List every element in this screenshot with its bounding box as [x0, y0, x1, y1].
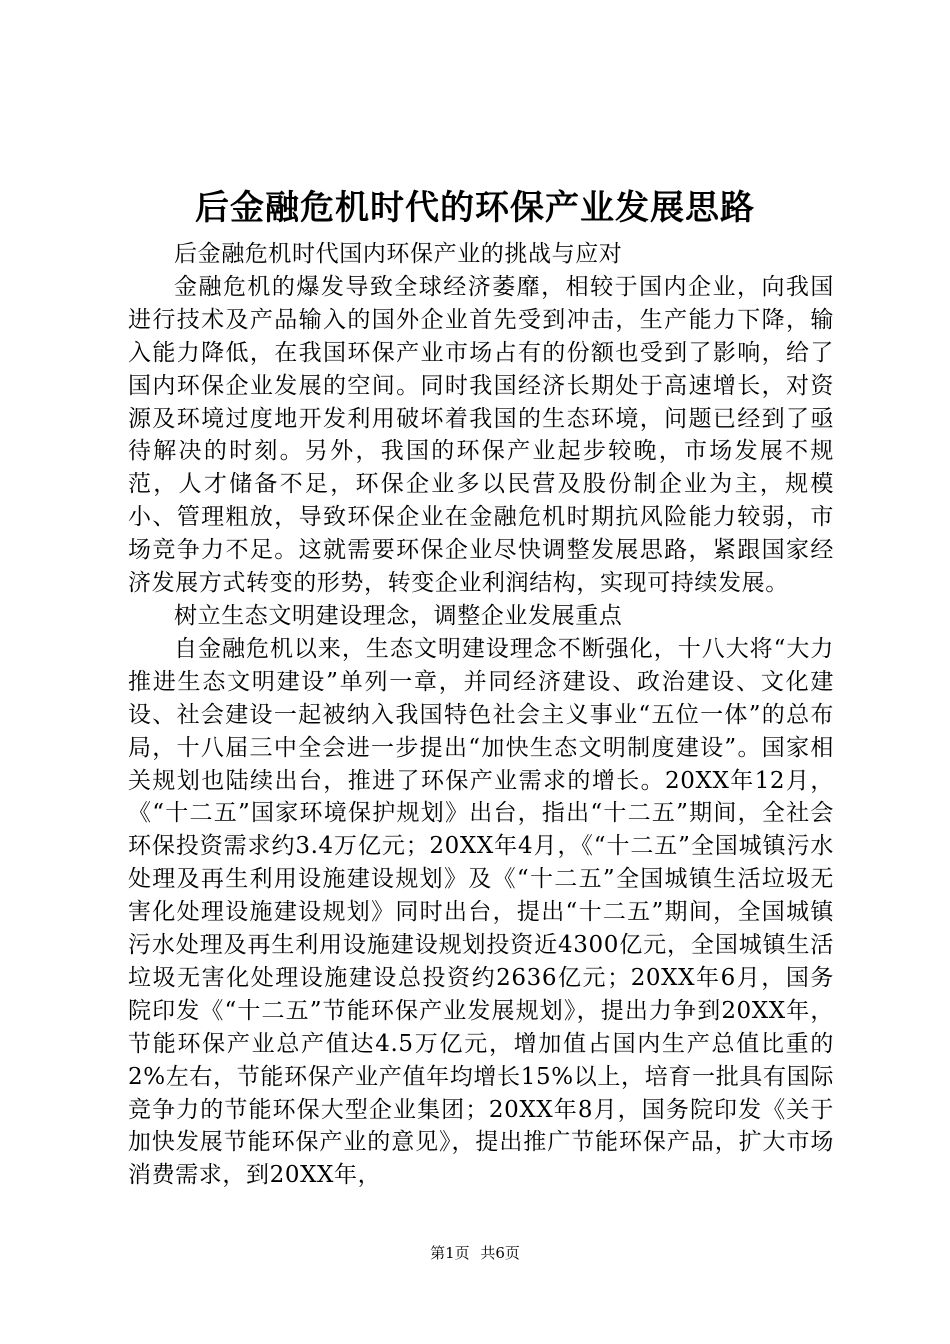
section-heading: 后金融危机时代国内环保产业的挑战与应对	[174, 241, 623, 267]
body-paragraph: 金融危机的爆发导致全球经济萎靡，相较于国内企业，向我国进行技术及产品输入的国外企业首先受到冲击，生产能力下降，输入能力降低，在我国环保产业市场占有的份额也受到了影响，给了国内环保企业发展的空间。同时我国经济长期处于高速增长，对资源及环境过度地开发利用破坏着我国的生态环境，问题已经到了亟待解决的时刻。另外，我国的环保产业起步较晚，市场发展不规范，人才储备不足，环保企业多以民营及股份制企业为主，规模小、管理粗放，导致环保企业在金融危机时期抗风险能力较弱，市场竞争力不足。这就需要环保企业尽快调整发展思路，紧跟国家经济发展方式转变的形势，转变企业利润结构，实现可持续发展。	[128, 273, 834, 597]
page-total: 共6页	[480, 1244, 520, 1262]
document-body	[128, 238, 834, 1192]
document-title: 后金融危机时代的环保产业发展思路	[195, 188, 755, 228]
section-heading: 树立生态文明建设理念，调整企业发展重点	[174, 602, 623, 629]
page-number: 第1页	[430, 1244, 470, 1262]
body-paragraph: 自金融危机以来，生态文明建设理念不断强化，十八大将“大力推进生态文明建设”单列一章，并同经济建设、政治建设、文化建设、社会建设一起被纳入我国特色社会主义事业“五位一体”的总布局，十八届三中全会进一步提出“加快生态文明制度建设”。国家相关规划也陆续出台，推进了环保产业需求的增长。20XX年12月，《“十二五”国家环境保护规划》出台，指出“十二五”期间，全社会环保投资需求约3.4万亿元；20XX年4月，《“十二五”全国城镇污水处理及再生利用设施建设规划》及《“十二五”全国城镇生活垃圾无害化处理设施建设规划》同时出台，提出“十二五”期间，全国城镇污水处理及再生利用设施建设规划投资近4300亿元，全国城镇生活垃圾无害化处理设施建设总投资约2636亿元；20XX年6月，国务院印发《“十二五”节能环保产业发展规划》，提出力争到20XX年，节能环保产业总产值达4.5万亿元，增加值占国内生产总值比重的2%左右，节能环保产业产值年均增长15%以上，培育一批具有国际竞争力的节能环保大型企业集团；20XX年8月，国务院印发《关于加快发展节能环保产业的意见》，提出推广节能环保产品，扩大市场消费需求，到20XX年，	[128, 635, 834, 1189]
page-footer	[0, 1242, 950, 1264]
